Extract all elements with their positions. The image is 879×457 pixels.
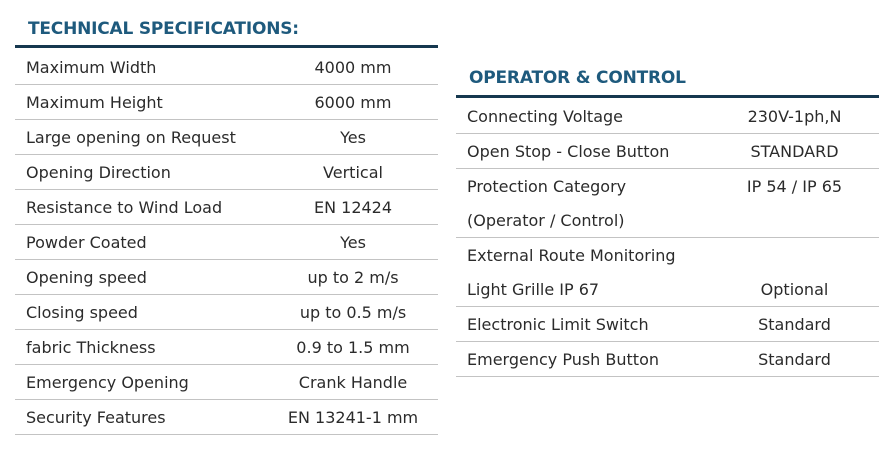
spec-label: Closing speed: [15, 295, 268, 330]
spec-value: Optional: [710, 272, 879, 307]
spec-value: up to 2 m/s: [268, 260, 438, 295]
spec-label: Electronic Limit Switch: [456, 307, 710, 342]
spec-value: Yes: [268, 120, 438, 155]
spec-value: Yes: [268, 225, 438, 260]
spec-value: [710, 238, 879, 273]
spec-label: Emergency Opening: [15, 365, 268, 400]
technical-heading-rule: [15, 45, 438, 48]
spec-value: STANDARD: [710, 134, 879, 169]
spec-label: Opening speed: [15, 260, 268, 295]
spec-label: Protection Category: [467, 176, 627, 196]
spec-label: Security Features: [15, 400, 268, 435]
spec-value: Vertical: [268, 155, 438, 190]
operator-control-heading: OPERATOR & CONTROL: [469, 68, 686, 88]
spec-label: Connecting Voltage: [456, 99, 710, 134]
table-row: [15, 190, 438, 225]
table-row: [456, 134, 879, 169]
spec-value: 0.9 to 1.5 mm: [268, 330, 438, 365]
spec-value: 230V-1ph,N: [710, 99, 879, 134]
spec-value: EN 12424: [268, 190, 438, 225]
spec-label: Opening Direction: [15, 155, 268, 190]
spec-value: up to 0.5 m/s: [268, 295, 438, 330]
table-row: [15, 330, 438, 365]
table-row: [456, 342, 879, 377]
spec-value: EN 13241-1 mm: [268, 400, 438, 435]
spec-value: Standard: [710, 307, 879, 342]
technical-specifications-table: [15, 50, 438, 435]
spec-label: Light Grille IP 67: [456, 272, 710, 307]
table-row: [15, 365, 438, 400]
spec-label: Large opening on Request: [15, 120, 268, 155]
spec-value: [710, 203, 879, 238]
table-row: [15, 400, 438, 435]
spec-value: 6000 mm: [268, 85, 438, 120]
operator-control-table: [456, 99, 879, 377]
spec-value: Crank Handle: [268, 365, 438, 400]
spec-label: fabric Thickness: [15, 330, 268, 365]
spec-value: 4000 mm: [268, 50, 438, 85]
spec-label: Powder Coated: [15, 225, 268, 260]
spec-label: Resistance to Wind Load: [15, 190, 268, 225]
table-row: [15, 295, 438, 330]
operator-heading-rule: [456, 95, 879, 98]
table-row: [15, 85, 438, 120]
table-row: [456, 99, 879, 134]
spec-label: External Route Monitoring: [467, 245, 676, 265]
table-row: [456, 169, 879, 204]
spec-value: IP 54 / IP 65: [746, 176, 843, 196]
table-row: [456, 272, 879, 307]
table-row: [15, 225, 438, 260]
table-row: [456, 238, 879, 273]
spec-label: Open Stop - Close Button: [456, 134, 710, 169]
table-row: [15, 155, 438, 190]
table-row: [456, 203, 879, 238]
spec-label: (Operator / Control): [456, 203, 710, 238]
spec-label: Maximum Height: [15, 85, 268, 120]
table-row: [15, 260, 438, 295]
table-row: [15, 120, 438, 155]
table-row: [456, 307, 879, 342]
spec-label: Maximum Width: [15, 50, 268, 85]
table-row: [15, 50, 438, 85]
technical-specifications-heading: TECHNICAL SPECIFICATIONS:: [28, 19, 299, 39]
spec-label: Emergency Push Button: [456, 342, 710, 377]
spec-value: Standard: [710, 342, 879, 377]
